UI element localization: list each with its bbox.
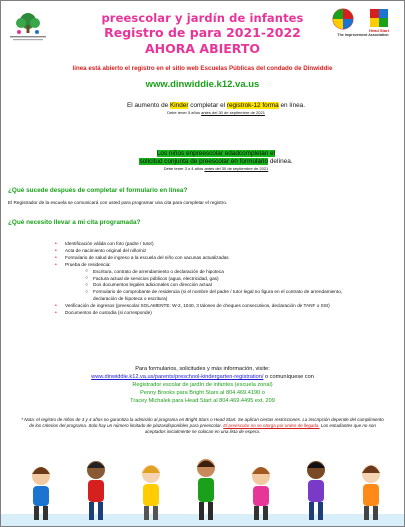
info-line-3: Registrador escolar de jardín de infantes (escuela zonal) [132,382,273,388]
children-illustration [1,446,405,526]
list-item: • Documentos de custodia (si corresponde) [55,310,152,317]
svg-text:Head Start: Head Start [368,28,390,33]
title-line-2: Registro de para 2021-2022 [104,25,301,40]
org-label: The Improvement Association [337,33,389,37]
list-item: • Formulario de salud de ingreso a la escuela del niño con vacunas actualizadas [55,254,229,261]
title-line-3: AHORA ABIERTO [144,41,261,56]
kinder-box [111,102,321,115]
kinder-age-note: Debe tener 5 años antes del 30 de septiembre de 2021 [167,110,265,115]
kinder-text-after: en línea. [280,102,306,109]
residency-list [65,269,355,304]
footnote-red: El preescolar no se otorga por orden de llegada. [223,422,320,428]
list-item: • Prueba de residencia: ○ Escritura, contrato de arrendamiento o declaración de hipoteca ○ Factura actual de servicios públicos (agua, electricidad, gas) ○ Dos documentos legales adicionales con dirección actual ○ Formulario de comprobante de residencia (si el nombre del padre / tutor legal no figura en el contrato de arrendamiento, declaración de hipoteca o escritura) [55,262,355,303]
preschool-line-1: Los niños enpreescolar edadcompletan el [156,150,276,157]
footnote-text-1: * Nota: el registro de niños de 3 y 4 años no garantiza la admisión al programa en Bright Stars o Head Start. Se aplican ciertas restricciones. La inscripción depende del cumplimiento de los criterios del programa. Solo hay un número limitado de plazasdisponibles para preescolar. [21,417,384,428]
website-link[interactable]: www.dinwiddie.k12.va.us [145,79,260,90]
answer-after-form: El Registrador de la escuela se comunicará con usted para programar una cita para completar el registro. [8,200,228,205]
list-item: ○ Formulario de comprobante de residencia (si el nombre del padre / tutor legal no figura en el contrato de arrendamiento, declaración de hipoteca o escritura) [85,288,343,302]
question-what-to-bring: ¿Qué necesito llevar a mi cita programada? [8,219,141,226]
list-item: ○ Dos documentos legales adicionales con dirección actual [85,281,212,288]
info-line-4: Penny Brooks para Bright Stars al 804.469.4190 o [140,390,265,396]
preschool-line-2: solicitud conjunta de preescolar en formulario [139,158,269,165]
registration-link[interactable]: www.dinwiddie.k12.va.us/parents/preschool-kindergarten-registration/ [91,374,264,380]
list-item: ○ Escritura, contrato de arrendamiento o declaración de hipoteca [85,268,224,275]
list-item: ○ Factura actual de servicios públicos (agua, electricidad, gas) [85,275,219,282]
preschool-box [116,150,316,171]
preschool-line-2-after: delínea. [269,158,293,165]
subtitle: línea está abierto el registro en el sitio web Escuelas Públicas del condado de Dinwiddie [72,65,333,72]
kinder-highlight: Kinder [169,102,189,109]
kinder-text-before: El aumento de [126,102,169,109]
list-item: • Verificación de ingresos (preescolar SOLAMENTE: W-2, 1040, 3 talones de cheques consecutivos, declaración de TANF o SSI) [55,303,330,310]
question-after-form: ¿Qué sucede después de completar el formulario en línea? [8,187,188,194]
footnote [21,417,384,434]
info-line-5: Tracey Michalek para Head Start al 804.469.4495 ext. 209 [130,398,275,404]
kinder-form-highlight: registrok-12 forma [226,102,279,109]
footnote-text-2: Los estudiantes que no son aceptados inicialmente se colocan en una lista de espera. [144,422,376,434]
kinder-text-mid: completar el [190,102,226,109]
title-line-1: preescolar y jardín de infantes [101,11,304,25]
info-link-after: o comuníquese con [265,374,314,380]
documents-list [55,241,355,317]
list-item: • Identificación válida con foto (padre / tutor) [55,241,154,247]
preschool-age-note: Debe tener 3 o 4 años antes del 30 de septiembre de 2021 [163,166,269,171]
list-item: • Acta de nacimiento original del niño/niz [55,247,147,254]
info-line-1: Para formularios, solicitudes y más información, visite: [135,366,270,372]
contact-info [1,365,404,405]
